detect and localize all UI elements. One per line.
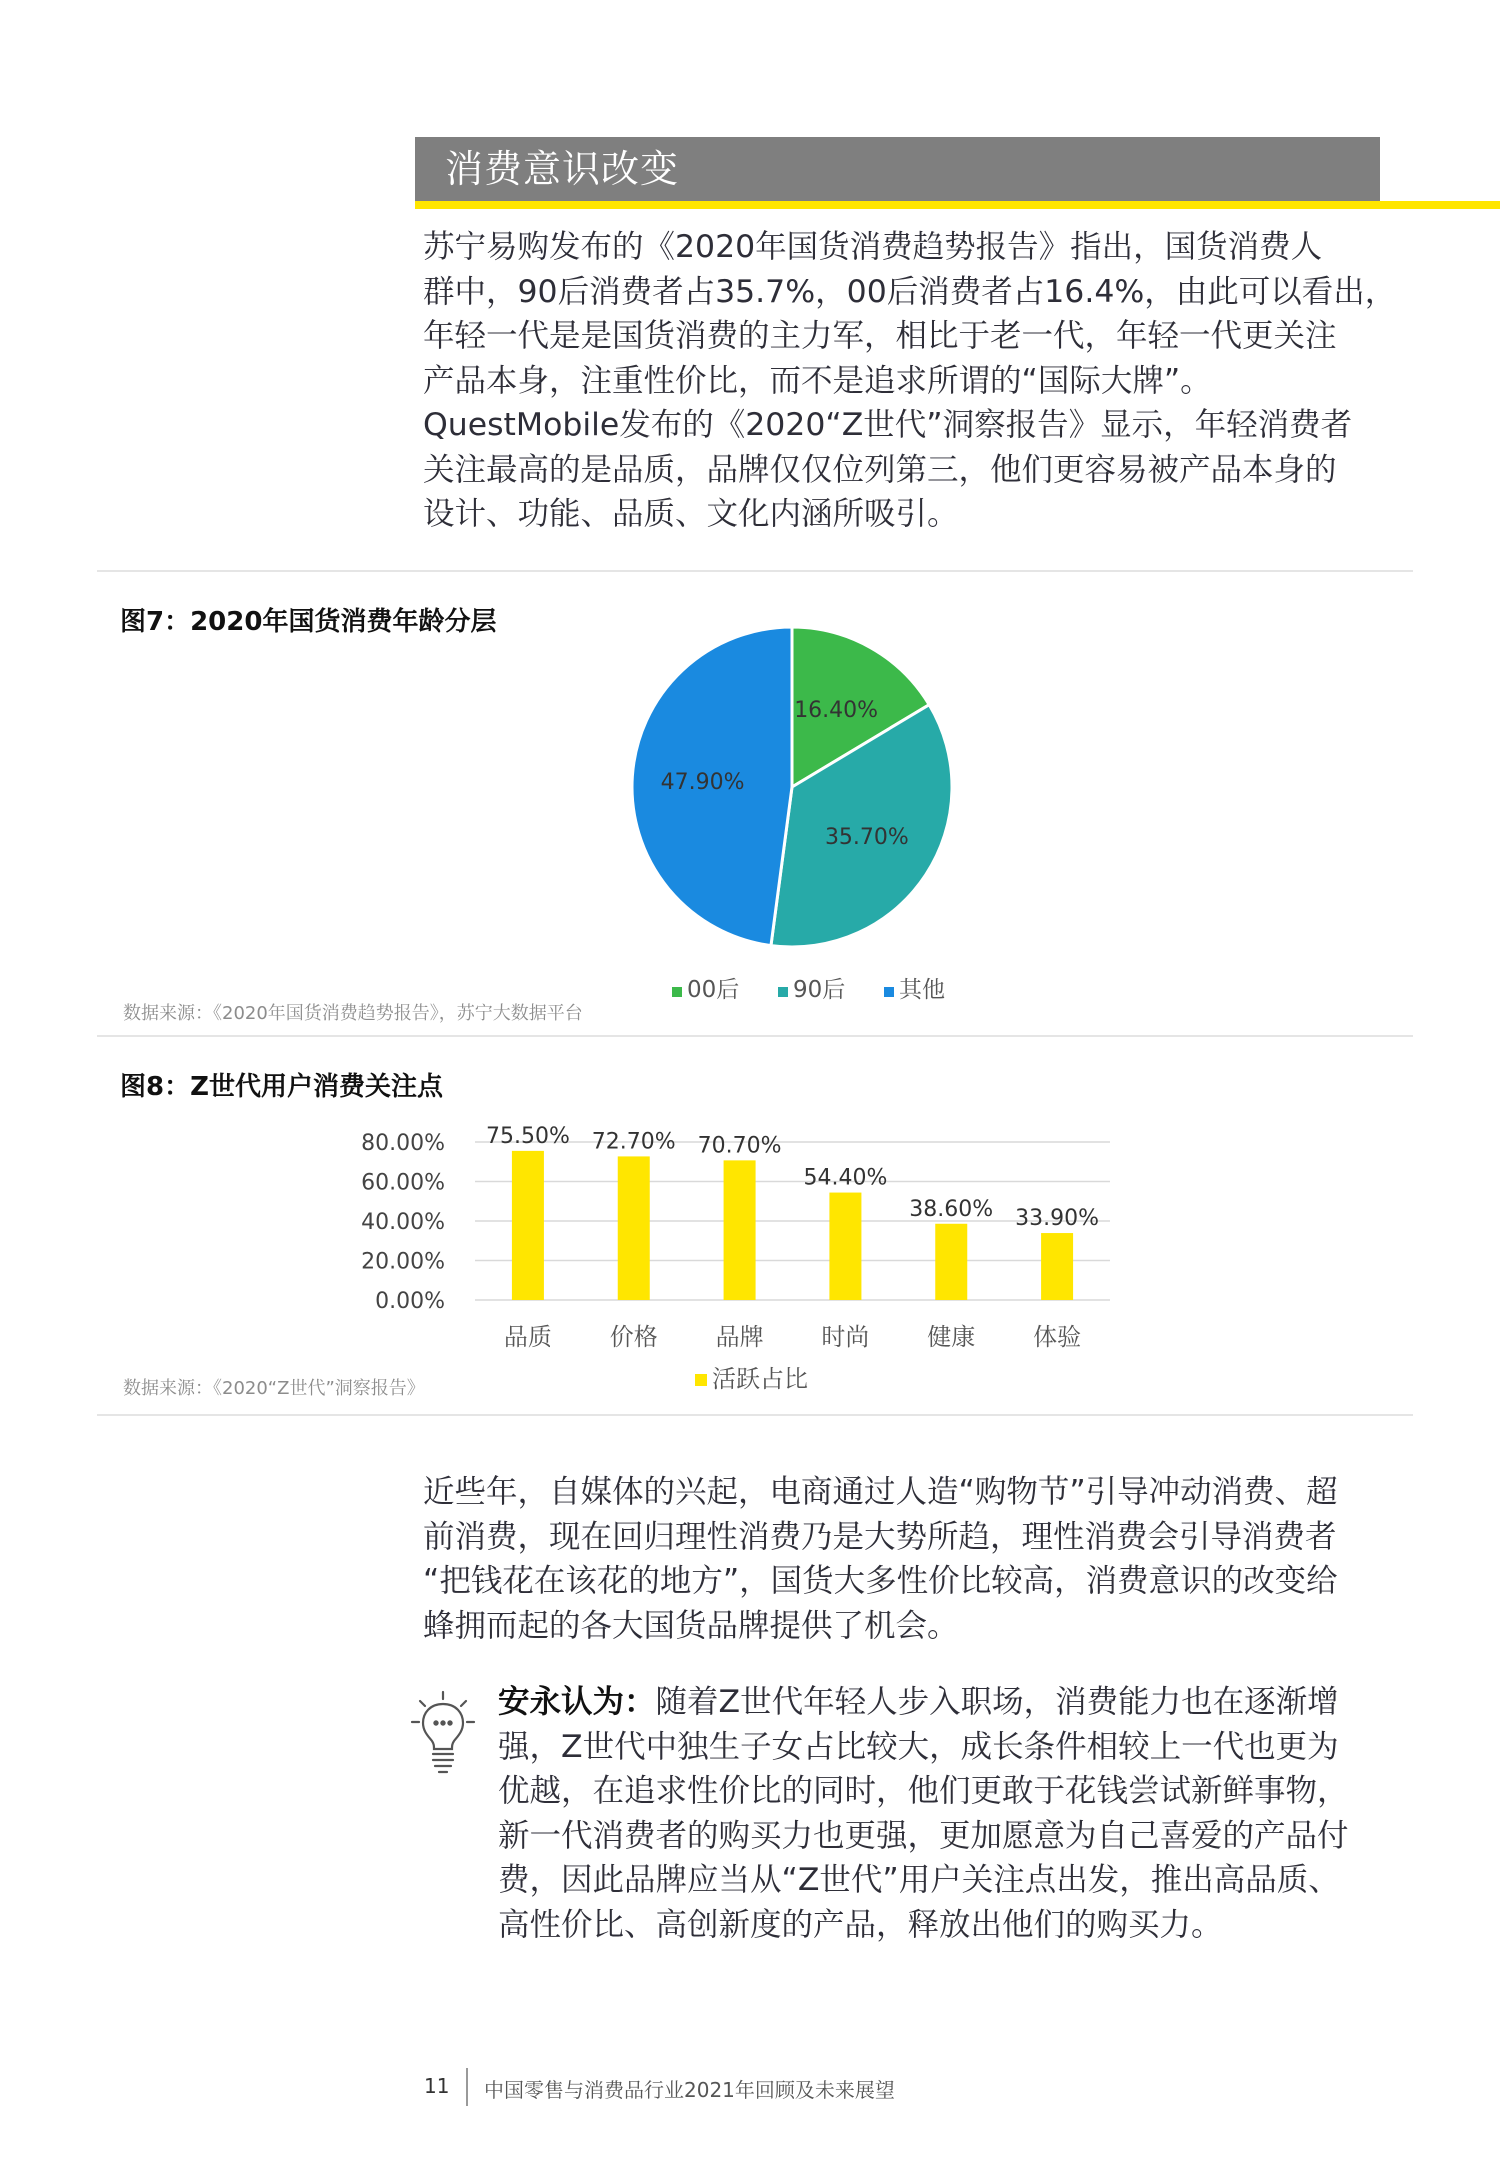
bar-data-label: 72.70% [591, 1129, 676, 1155]
section-header [415, 137, 1380, 201]
x-tick-label: 价格 [609, 1323, 658, 1351]
text-line: 高性价比、高创新度的产品，释放出他们的购买力。 [498, 1906, 1223, 1943]
text-line: 年轻一代是是国货消费的主力军，相比于老一代，年轻一代更关注 [423, 318, 1337, 354]
footer-separator [466, 2068, 468, 2106]
text-line: 强，Z世代中独生子女占比较大，成长条件相较上一代也更为 [498, 1728, 1339, 1765]
text-line [498, 1680, 1398, 1725]
text-line: 群中，90后消费者占35.7%，00后消费者占16.4%，由此可以看出， [423, 273, 1397, 310]
y-tick-label: 20.00% [361, 1249, 445, 1275]
y-tick-label: 40.00% [361, 1210, 445, 1235]
bar-2 [724, 1160, 756, 1300]
pie-data-label: 47.90% [660, 770, 745, 796]
intro-paragraph [423, 225, 1423, 537]
text-line: 关注最高的是品质，品牌仅仅位列第三，他们更容易被产品本身的 [423, 451, 1337, 488]
bar-5 [1041, 1233, 1073, 1300]
x-tick-label: 体验 [1033, 1323, 1082, 1351]
divider [97, 1035, 1413, 1037]
insight-first-line: 随着Z世代年轻人步入职场，消费能力也在逐渐增 [655, 1684, 1339, 1720]
insight-lead: 安永认为： [498, 1684, 656, 1720]
figure-8-source: 数据来源：《2020“Z世代”洞察报告》 [123, 1378, 425, 1399]
legend-swatch [778, 987, 788, 997]
y-tick-label: 0.00% [375, 1289, 445, 1314]
y-tick-label: 60.00% [361, 1170, 445, 1196]
text-line: “把钱花在该花的地方”，国货大多性价比较高，消费意识的改变给 [423, 1563, 1338, 1599]
divider [97, 570, 1413, 572]
text-line: QuestMobile发布的《2020“Z世代”洞察报告》显示，年轻消费者 [423, 407, 1353, 443]
x-tick-label: 时尚 [821, 1323, 870, 1351]
pie-data-label: 16.40% [794, 698, 879, 724]
legend-label: 00后 [687, 977, 740, 1003]
figure-7-title: 图7：2020年国货消费年龄分层 [120, 607, 497, 637]
text-line: 近些年，自媒体的兴起，电商通过人造“购物节”引导冲动消费、超 [423, 1474, 1338, 1510]
legend-label: 90后 [793, 977, 846, 1003]
figure-8-title: 图8：Z世代用户消费关注点 [120, 1072, 443, 1102]
legend-swatch [695, 1374, 707, 1386]
bar-data-label: 54.40% [803, 1165, 888, 1191]
text-line: 苏宁易购发布的《2020年国货消费趋势报告》指出，国货消费人 [423, 229, 1323, 265]
pie-data-label: 35.70% [824, 825, 909, 851]
bar-1 [618, 1156, 650, 1300]
accent-rule [415, 201, 1500, 209]
section-title: 消费意识改变 [445, 147, 680, 191]
insight-text [498, 1680, 1398, 1947]
figure-7-source: 数据来源：《2020年国货消费趋势报告》，苏宁大数据平台 [123, 1003, 583, 1024]
bar-4 [935, 1224, 967, 1300]
legend-label: 活跃占比 [712, 1365, 808, 1393]
x-tick-label: 健康 [927, 1323, 976, 1351]
x-tick-label: 品质 [503, 1323, 552, 1351]
divider [97, 1414, 1413, 1416]
text-line: 蜂拥而起的各大国货品牌提供了机会。 [423, 1607, 959, 1644]
bar-chart [340, 1100, 1160, 1400]
lightbulb-icon [410, 1690, 476, 1776]
pie-chart [620, 615, 1000, 1015]
text-line: 设计、功能、品质、文化内涵所吸引。 [423, 496, 959, 532]
legend-swatch [884, 987, 894, 997]
legend-swatch [672, 987, 682, 997]
text-line: 前消费，现在回归理性消费乃是大势所趋，理性消费会引导消费者 [423, 1518, 1337, 1555]
y-tick-label: 80.00% [361, 1131, 445, 1156]
text-line: 新一代消费者的购买力也更强，更加愿意为自己喜爱的产品付 [498, 1817, 1349, 1854]
bar-3 [829, 1193, 861, 1300]
legend-label: 其他 [899, 977, 945, 1003]
bar-data-label: 33.90% [1015, 1206, 1100, 1232]
bar-data-label: 38.60% [909, 1196, 994, 1222]
bar-data-label: 75.50% [485, 1123, 570, 1149]
page-number: 11 [424, 2074, 450, 2098]
footer-title: 中国零售与消费品行业2021年回顾及未来展望 [484, 2078, 895, 2102]
text-line: 费，因此品牌应当从“Z世代”用户关注点出发，推出高品质、 [498, 1862, 1340, 1898]
text-line: 产品本身，注重性价比，而不是追求所谓的“国际大牌”。 [423, 362, 1212, 399]
bar-data-label: 70.70% [697, 1133, 782, 1159]
text-line: 优越，在追求性价比的同时，他们更敢于花钱尝试新鲜事物， [498, 1773, 1349, 1809]
x-tick-label: 品牌 [715, 1323, 764, 1351]
conclusion-paragraph [423, 1470, 1423, 1648]
bar-0 [512, 1151, 544, 1300]
